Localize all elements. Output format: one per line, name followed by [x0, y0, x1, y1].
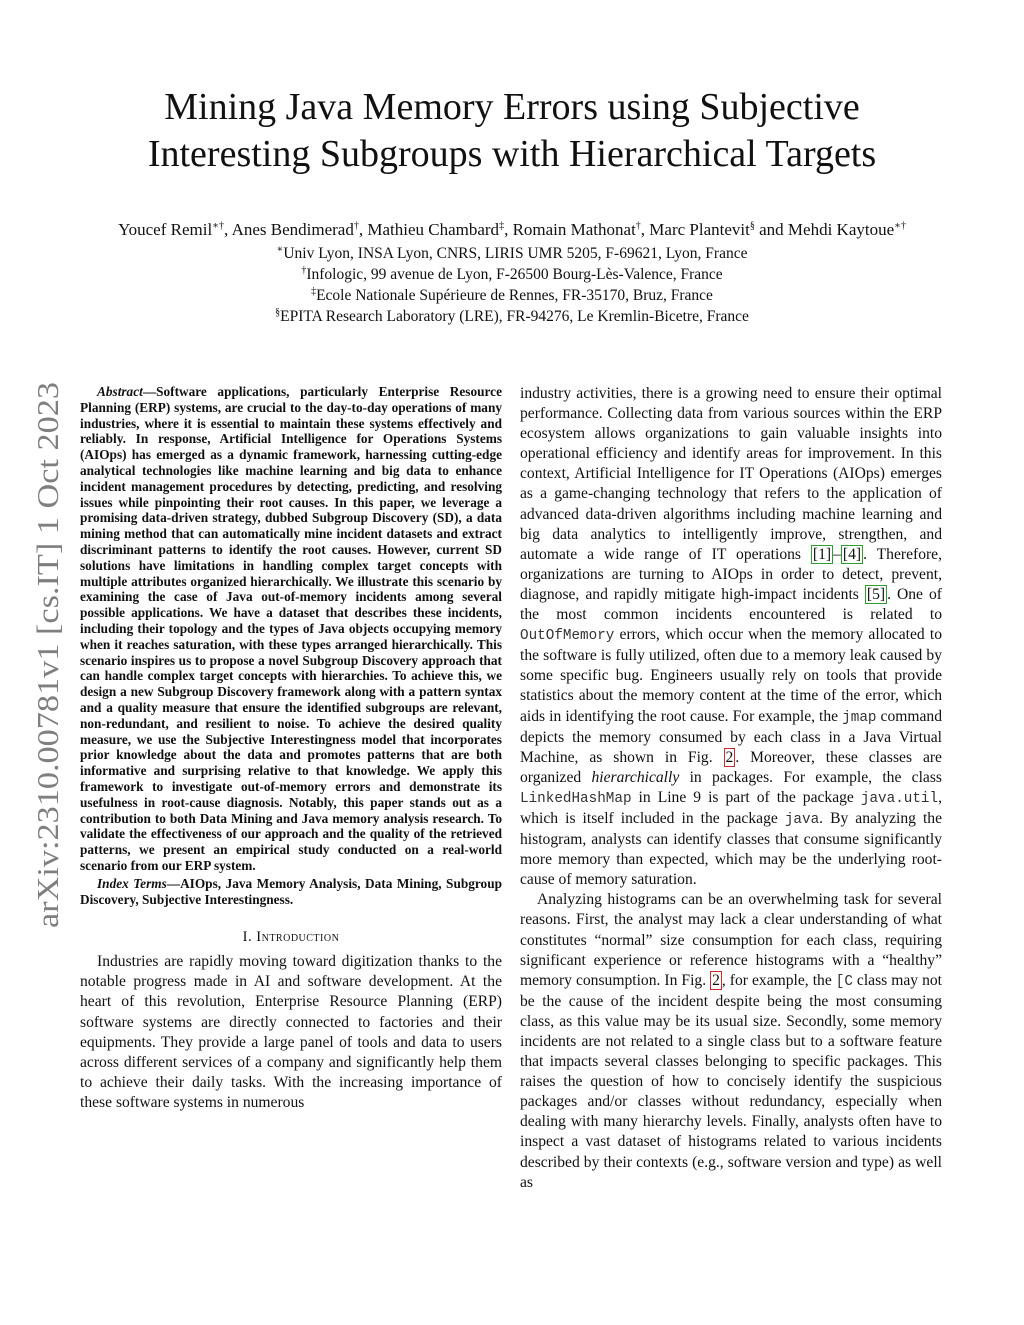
- author: Mathieu Chambard‡,: [367, 220, 513, 239]
- figure-link[interactable]: 2: [725, 748, 734, 766]
- paper-title: [80, 84, 944, 178]
- figure-link[interactable]: 2: [712, 971, 720, 989]
- index-terms: Index Terms—AIOps, Java Memory Analysis, Data Mining, Subgroup Discovery, Subjective Interestingness.: [80, 875, 502, 907]
- arxiv-stamp: [18, 380, 68, 930]
- body-paragraph: industry activities, there is a growing need to ensure their optimal performance. Collecting data from various sources within the ERP ecosystem allows organizations to gain valuable insights into operational efficiency and identify areas for improvement. In this context, Artificial Intelligence for IT Operations (AIOps) emerges as a game-changing technology that refers to the application of advanced data-driven algorithms including machine learning and big data analytics to intelligently improve, strengthen, and automate a wide range of IT operations [1] – [4] . Therefore, organizations are turning to AIOps in order to detect, prevent, diagnose, and rapidly mitigate high-impact incidents [5] . One of the most common incidents encountered is related to OutOfMemory errors, which occur when the memory allocated to the software is fully utilized, often due to a memory leak caused by some specific bug. Engineers usually rely on tools that provide statistics about the memory content at the time of the error, which aids in identifying the root cause. For example, the jmap command depicts the memory consumed by each class in a Java Virtual Machine, as shown in Fig. 2 . Moreover, these classes are organized hierarchically in packages. For example, the class LinkedHashMap in Line 9 is part of the package java.util, which is itself included in the package java. By analyzing the histogram, analysts can identify classes that consume significantly more memory than expected, which may be the underlying root-cause of memory saturation.: [520, 385, 943, 889]
- affiliation-list: [100, 243, 924, 327]
- section-heading: I. Introduction: [242, 929, 340, 946]
- code-term: [C: [835, 973, 853, 990]
- code-term: OutOfMemory: [520, 628, 615, 645]
- affiliation: §EPITA Research Laboratory (LRE), FR-94276, Le Kremlin-Bicetre, France: [275, 306, 749, 325]
- left-column: [80, 384, 502, 1113]
- right-column: [520, 384, 942, 1193]
- code-term: jmap: [842, 709, 877, 726]
- author: Mehdi Kaytoue∗†: [787, 220, 906, 239]
- author: Youcef Remil∗†,: [118, 220, 232, 239]
- code-term: java.util: [860, 790, 939, 807]
- citation-link[interactable]: [5]: [866, 585, 886, 603]
- affiliation: ∗Univ Lyon, INSA Lyon, CNRS, LIRIS UMR 5205, F-69621, Lyon, France: [276, 243, 748, 262]
- abstract: Abstract—Software applications, particularly Enterprise Resource Planning (ERP) systems, are crucial to the day-to-day operations of many industries, where it is essential to maintain these systems effectively and reliably. In response, Artificial Intelligence for Operations Systems (AIOps) has emerged as a dynamic framework, harnessing cutting-edge analytical technologies like machine learning and big data to enhance incident management procedures by detecting, predicting, and resolving issues while pinpointing their root causes. In this paper, we leverage a promising data-driven strategy, dubbed Subgroup Discovery (SD), a data mining method that can automatically mine incident datasets and extract discriminant patterns to identify the root causes. However, current SD solutions have limitations in handling complex target concepts with multiple attributes organized hierarchically. We illustrate this scenario by examining the case of Java out-of-memory incidents among several possible applications. We have a dataset that describes these incidents, including their topology and the types of Java objects occupying memory when it reaches saturation, with these types arranged hierarchically. This scenario inspires us to propose a novel Subgroup Discovery approach that can handle complex target concepts with hierarchies. To achieve this, we design a new Subgroup Discovery framework along with a pattern syntax and a quality measure that ensure the identified subgroups are relevant, non-redundant, and resilient to noise. To achieve the desired quality measure, we use the Subjective Interestingness model that incorporates prior knowledge about the data and promotes patterns that are both informative and surprising relative to that knowledge. We apply this framework to investigate out-of-memory errors and demonstrate its usefulness in root-cause diagnosis. Notably, this paper stands out as a contribution to both Data Mining and Java memory analysis research. To validate the effectiveness of our approach and the quality of the retrieved patterns, we present an empirical study conducted on a real-world scenario from our ERP system.: [80, 384, 502, 873]
- code-term: LinkedHashMap: [520, 790, 632, 807]
- citation-link[interactable]: [4]: [842, 545, 862, 563]
- intro-paragraph: Industries are rapidly moving toward digitization thanks to the notable progress made in AI and software development. At the heart of this revolution, Enterprise Resource Planning (ERP) software systems are directly connected to factories and their equipments. They provide a large panel of tools and data to users across different services of a company and significantly help them to achieve their daily tasks. With the increasing importance of these software systems in numerous: [80, 953, 502, 1111]
- author: Anes Bendimerad†,: [231, 220, 368, 239]
- body-paragraph: Analyzing histograms can be an overwhelming task for several reasons. First, the analyst may lack a clear understanding of what constitutes “normal” size consumption for each class, requiring significant experience or reference histograms with a “healthy” memory consumption. In Fig. 2 , for example, the [C class may not be the cause of the incident despite being the most consuming class, as this value may be its usual size. Secondly, some memory incidents are not related to a single class but to a software feature that impacts several classes belonging to specific packages. This raises the question of how to concisely identify the suspicious packages and/or classes without redundancy, especially when dealing with many hierarchy levels. Finally, analysts often have to inspect a vast dataset of histograms related to various incidents described by their contexts (e.g., software version and type) as well as: [520, 891, 942, 1191]
- title-line: Interesting Subgroups with Hierarchical Targets: [147, 133, 877, 175]
- citation-link[interactable]: [1]: [812, 545, 832, 563]
- title-line: Mining Java Memory Errors using Subjective: [164, 86, 860, 128]
- author: Marc Plantevit§ and: [649, 220, 788, 239]
- author: Romain Mathonat†,: [512, 220, 650, 239]
- affiliation: †Infologic, 99 avenue de Lyon, F-26500 Bourg-Lès-Valence, France: [301, 264, 723, 283]
- arxiv-stamp-text: arXiv:2310.00781v1 [cs.IT] 1 Oct 2023: [30, 433, 65, 928]
- affiliation: ‡Ecole Nationale Supérieure de Rennes, FR-35170, Bruz, France: [311, 285, 713, 304]
- author-list: [60, 219, 964, 240]
- code-term: java: [784, 811, 820, 828]
